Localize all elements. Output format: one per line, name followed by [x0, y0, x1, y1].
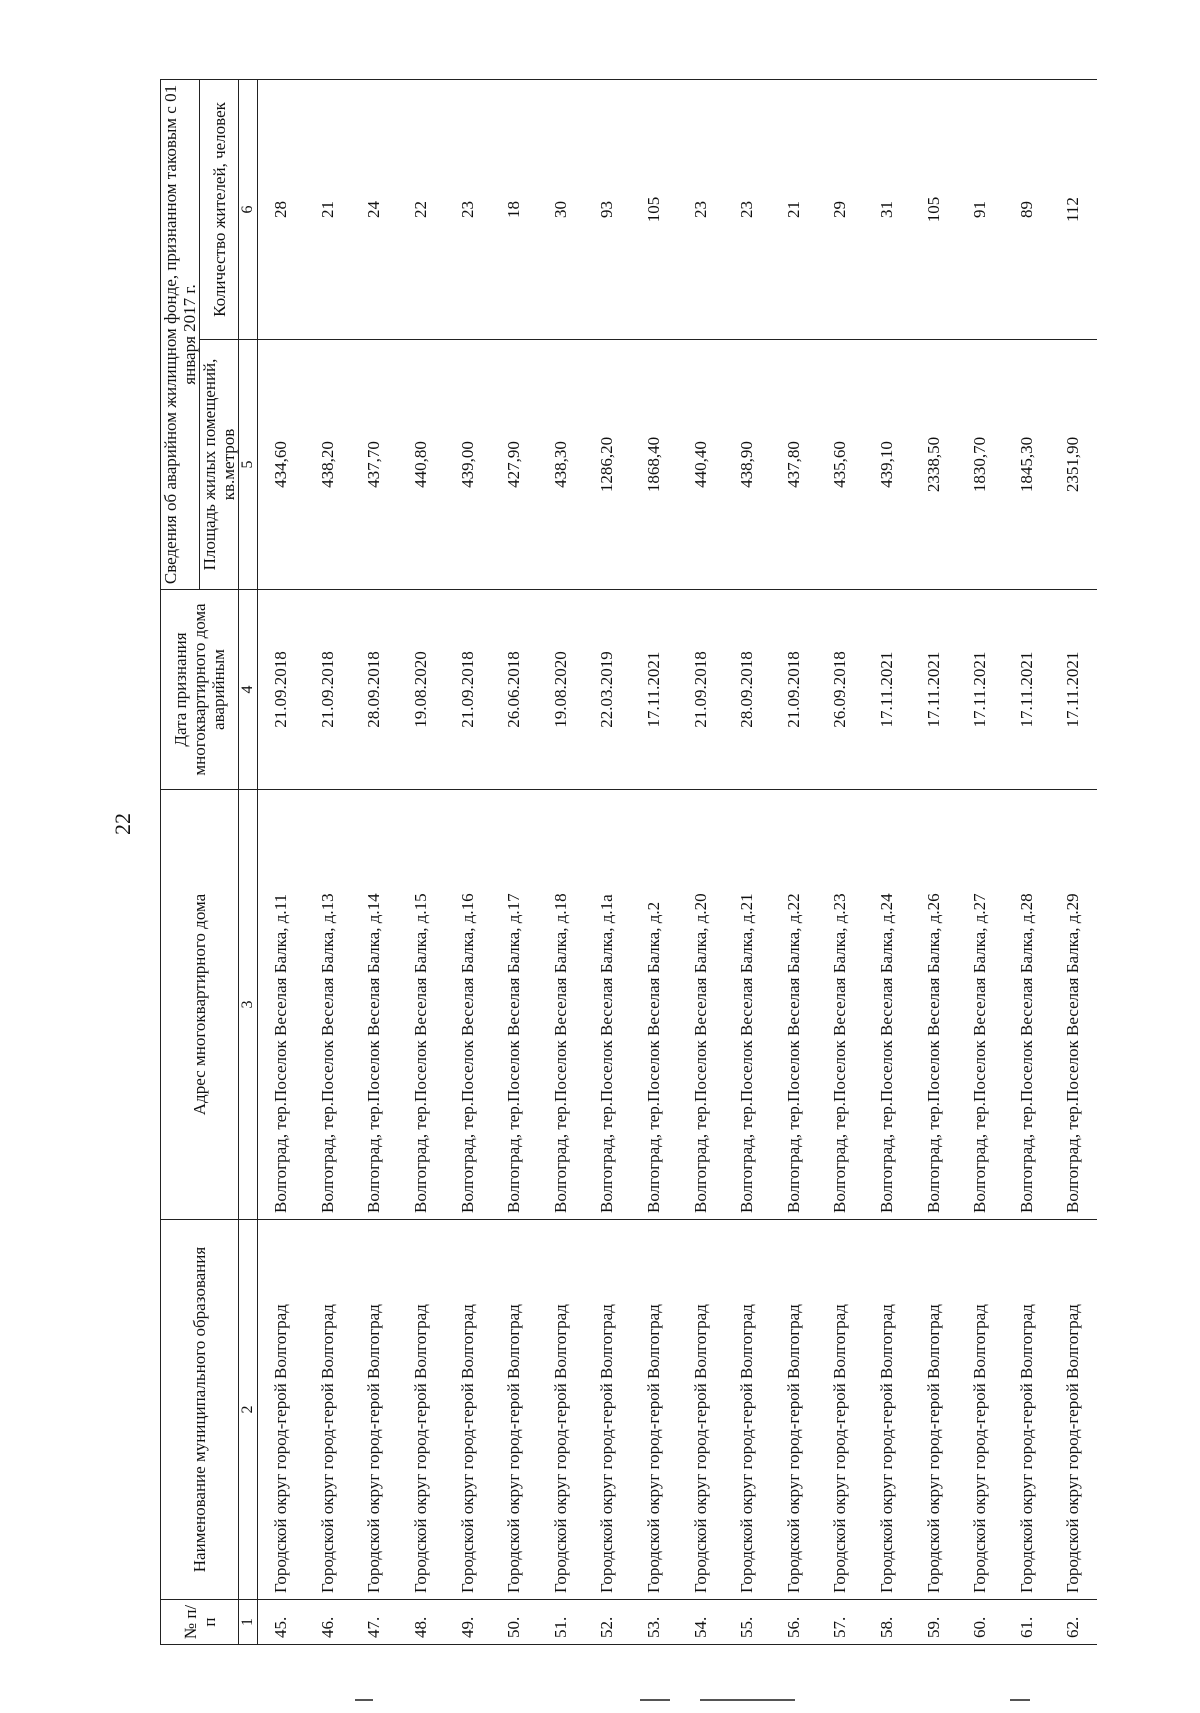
table-row — [258, 79, 305, 1644]
row-number: 62. — [1050, 1600, 1097, 1645]
page-number: 22 — [110, 813, 135, 835]
area-cell: 2351,90 — [1050, 340, 1097, 590]
table-row — [910, 79, 957, 1644]
municipality-cell: Городской округ город-герой Волгоград — [631, 1220, 678, 1600]
address-cell: Волгоград, тер.Поселок Веселая Балка, д.24 — [864, 790, 911, 1220]
table-row — [398, 79, 445, 1644]
residents-cell: 21 — [771, 79, 818, 339]
table-row — [864, 79, 911, 1644]
residents-cell: 89 — [1004, 79, 1051, 339]
date-cell: 17.11.2021 — [1050, 590, 1097, 790]
date-cell: 28.09.2018 — [351, 590, 398, 790]
rotated-table-container — [160, 80, 1200, 1645]
municipality-cell: Городской округ город-герой Волгоград — [444, 1220, 491, 1600]
area-cell: 1830,70 — [957, 340, 1004, 590]
address-cell: Волгоград, тер.Поселок Веселая Балка, д.26 — [910, 790, 957, 1220]
address-cell: Волгоград, тер.Поселок Веселая Балка, д.11 — [258, 790, 305, 1220]
area-cell: 440,80 — [398, 340, 445, 590]
table-row — [491, 79, 538, 1644]
date-cell: 17.11.2021 — [910, 590, 957, 790]
table-row — [677, 79, 724, 1644]
date-cell: 17.11.2021 — [631, 590, 678, 790]
row-number: 45. — [258, 1600, 305, 1645]
municipality-cell: Городской округ город-герой Волгоград — [258, 1220, 305, 1600]
date-cell: 17.11.2021 — [957, 590, 1004, 790]
address-cell: Волгоград, тер.Поселок Веселая Балка, д.27 — [957, 790, 1004, 1220]
area-cell: 427,90 — [491, 340, 538, 590]
municipality-cell: Городской округ город-герой Волгоград — [398, 1220, 445, 1600]
column-number: 4 — [239, 590, 258, 790]
row-number: 53. — [631, 1600, 678, 1645]
table-row — [817, 79, 864, 1644]
table-row — [631, 79, 678, 1644]
residents-cell: 28 — [258, 79, 305, 339]
address-cell: Волгоград, тер.Поселок Веселая Балка, д.16 — [444, 790, 491, 1220]
header-area: Площадь жилых помещений, кв.метров — [200, 340, 239, 590]
row-number: 47. — [351, 1600, 398, 1645]
address-cell: Волгоград, тер.Поселок Веселая Балка, д.21 — [724, 790, 771, 1220]
municipality-cell: Городской округ город-герой Волгоград — [910, 1220, 957, 1600]
row-number: 55. — [724, 1600, 771, 1645]
table-row — [771, 79, 818, 1644]
residents-cell: 23 — [677, 79, 724, 339]
residents-cell: 23 — [724, 79, 771, 339]
area-cell: 435,60 — [817, 340, 864, 590]
column-number: 1 — [239, 1600, 258, 1645]
table-row — [1050, 79, 1097, 1644]
table-row — [724, 79, 771, 1644]
date-cell: 17.11.2021 — [864, 590, 911, 790]
address-cell: Волгоград, тер.Поселок Веселая Балка, д.13 — [305, 790, 352, 1220]
row-number: 49. — [444, 1600, 491, 1645]
address-cell: Волгоград, тер.Поселок Веселая Балка, д.14 — [351, 790, 398, 1220]
municipality-cell: Городской округ город-герой Волгоград — [351, 1220, 398, 1600]
address-cell: Волгоград, тер.Поселок Веселая Балка, д.28 — [1004, 790, 1051, 1220]
area-cell: 439,00 — [444, 340, 491, 590]
residents-cell: 93 — [584, 79, 631, 339]
date-cell: 21.09.2018 — [771, 590, 818, 790]
residents-cell: 29 — [817, 79, 864, 339]
scan-mark — [355, 1699, 373, 1701]
scan-mark — [1010, 1699, 1030, 1701]
municipality-cell: Городской округ город-герой Волгоград — [771, 1220, 818, 1600]
row-number: 54. — [677, 1600, 724, 1645]
header-date: Дата признания многоквартирного дома аварийным — [161, 590, 239, 790]
date-cell: 21.09.2018 — [444, 590, 491, 790]
area-cell: 434,60 — [258, 340, 305, 590]
residents-cell: 112 — [1050, 79, 1097, 339]
row-number: 58. — [864, 1600, 911, 1645]
table-header — [161, 79, 258, 1644]
area-cell: 438,90 — [724, 340, 771, 590]
residents-cell: 91 — [957, 79, 1004, 339]
scan-mark — [700, 1699, 795, 1701]
table-row — [351, 79, 398, 1644]
row-number: 60. — [957, 1600, 1004, 1645]
municipality-cell: Городской округ город-герой Волгоград — [957, 1220, 1004, 1600]
date-cell: 21.09.2018 — [305, 590, 352, 790]
date-cell: 28.09.2018 — [724, 590, 771, 790]
area-cell: 437,70 — [351, 340, 398, 590]
column-number: 3 — [239, 790, 258, 1220]
municipality-cell: Городской округ город-герой Волгоград — [817, 1220, 864, 1600]
address-cell: Волгоград, тер.Поселок Веселая Балка, д.2 — [631, 790, 678, 1220]
header-number: № п/п — [161, 1600, 239, 1645]
row-number: 51. — [538, 1600, 585, 1645]
row-number: 59. — [910, 1600, 957, 1645]
municipality-cell: Городской округ город-герой Волгоград — [724, 1220, 771, 1600]
row-number: 52. — [584, 1600, 631, 1645]
table-body — [258, 79, 1097, 1644]
row-number: 48. — [398, 1600, 445, 1645]
area-cell: 440,40 — [677, 340, 724, 590]
emergency-housing-table — [160, 79, 1097, 1645]
date-cell: 26.09.2018 — [817, 590, 864, 790]
residents-cell: 24 — [351, 79, 398, 339]
address-cell: Волгоград, тер.Поселок Веселая Балка, д.1а — [584, 790, 631, 1220]
residents-cell: 31 — [864, 79, 911, 339]
date-cell: 21.09.2018 — [258, 590, 305, 790]
area-cell: 1286,20 — [584, 340, 631, 590]
area-cell: 2338,50 — [910, 340, 957, 590]
address-cell: Волгоград, тер.Поселок Веселая Балка, д.17 — [491, 790, 538, 1220]
area-cell: 438,30 — [538, 340, 585, 590]
area-cell: 1868,40 — [631, 340, 678, 590]
residents-cell: 23 — [444, 79, 491, 339]
scan-edge-marks — [0, 1695, 1200, 1705]
municipality-cell: Городской округ город-герой Волгоград — [1050, 1220, 1097, 1600]
date-cell: 19.08.2020 — [398, 590, 445, 790]
table-row — [538, 79, 585, 1644]
header-municipality: Наименование муниципального образования — [161, 1220, 239, 1600]
header-residents: Количество жителей, человек — [200, 79, 239, 339]
date-cell: 17.11.2021 — [1004, 590, 1051, 790]
column-number: 6 — [239, 79, 258, 339]
row-number: 57. — [817, 1600, 864, 1645]
row-number: 46. — [305, 1600, 352, 1645]
table-row — [584, 79, 631, 1644]
area-cell: 1845,30 — [1004, 340, 1051, 590]
residents-cell: 22 — [398, 79, 445, 339]
residents-cell: 105 — [631, 79, 678, 339]
table-row — [444, 79, 491, 1644]
address-cell: Волгоград, тер.Поселок Веселая Балка, д.23 — [817, 790, 864, 1220]
municipality-cell: Городской округ город-герой Волгоград — [1004, 1220, 1051, 1600]
area-cell: 438,20 — [305, 340, 352, 590]
address-cell: Волгоград, тер.Поселок Веселая Балка, д.15 — [398, 790, 445, 1220]
area-cell: 437,80 — [771, 340, 818, 590]
date-cell: 21.09.2018 — [677, 590, 724, 790]
address-cell: Волгоград, тер.Поселок Веселая Балка, д.20 — [677, 790, 724, 1220]
column-number-row — [239, 79, 258, 1644]
address-cell: Волгоград, тер.Поселок Веселая Балка, д.22 — [771, 790, 818, 1220]
municipality-cell: Городской округ город-герой Волгоград — [677, 1220, 724, 1600]
date-cell: 26.06.2018 — [491, 590, 538, 790]
row-number: 50. — [491, 1600, 538, 1645]
residents-cell: 105 — [910, 79, 957, 339]
municipality-cell: Городской округ город-герой Волгоград — [491, 1220, 538, 1600]
column-number: 2 — [239, 1220, 258, 1600]
table-row — [1004, 79, 1051, 1644]
municipality-cell: Городской округ город-герой Волгоград — [538, 1220, 585, 1600]
column-number: 5 — [239, 340, 258, 590]
date-cell: 19.08.2020 — [538, 590, 585, 790]
residents-cell: 21 — [305, 79, 352, 339]
row-number: 56. — [771, 1600, 818, 1645]
table-row — [957, 79, 1004, 1644]
municipality-cell: Городской округ город-герой Волгоград — [584, 1220, 631, 1600]
header-address: Адрес многоквартирного дома — [161, 790, 239, 1220]
scan-mark — [640, 1699, 670, 1701]
table-row — [305, 79, 352, 1644]
address-cell: Волгоград, тер.Поселок Веселая Балка, д.18 — [538, 790, 585, 1220]
municipality-cell: Городской округ город-герой Волгоград — [305, 1220, 352, 1600]
municipality-cell: Городской округ город-герой Волгоград — [864, 1220, 911, 1600]
area-cell: 439,10 — [864, 340, 911, 590]
header-emergency-info: Сведения об аварийном жилищном фонде, признанном таковым с 01 января 2017 г. — [161, 79, 200, 589]
residents-cell: 30 — [538, 79, 585, 339]
residents-cell: 18 — [491, 79, 538, 339]
date-cell: 22.03.2019 — [584, 590, 631, 790]
address-cell: Волгоград, тер.Поселок Веселая Балка, д.29 — [1050, 790, 1097, 1220]
row-number: 61. — [1004, 1600, 1051, 1645]
